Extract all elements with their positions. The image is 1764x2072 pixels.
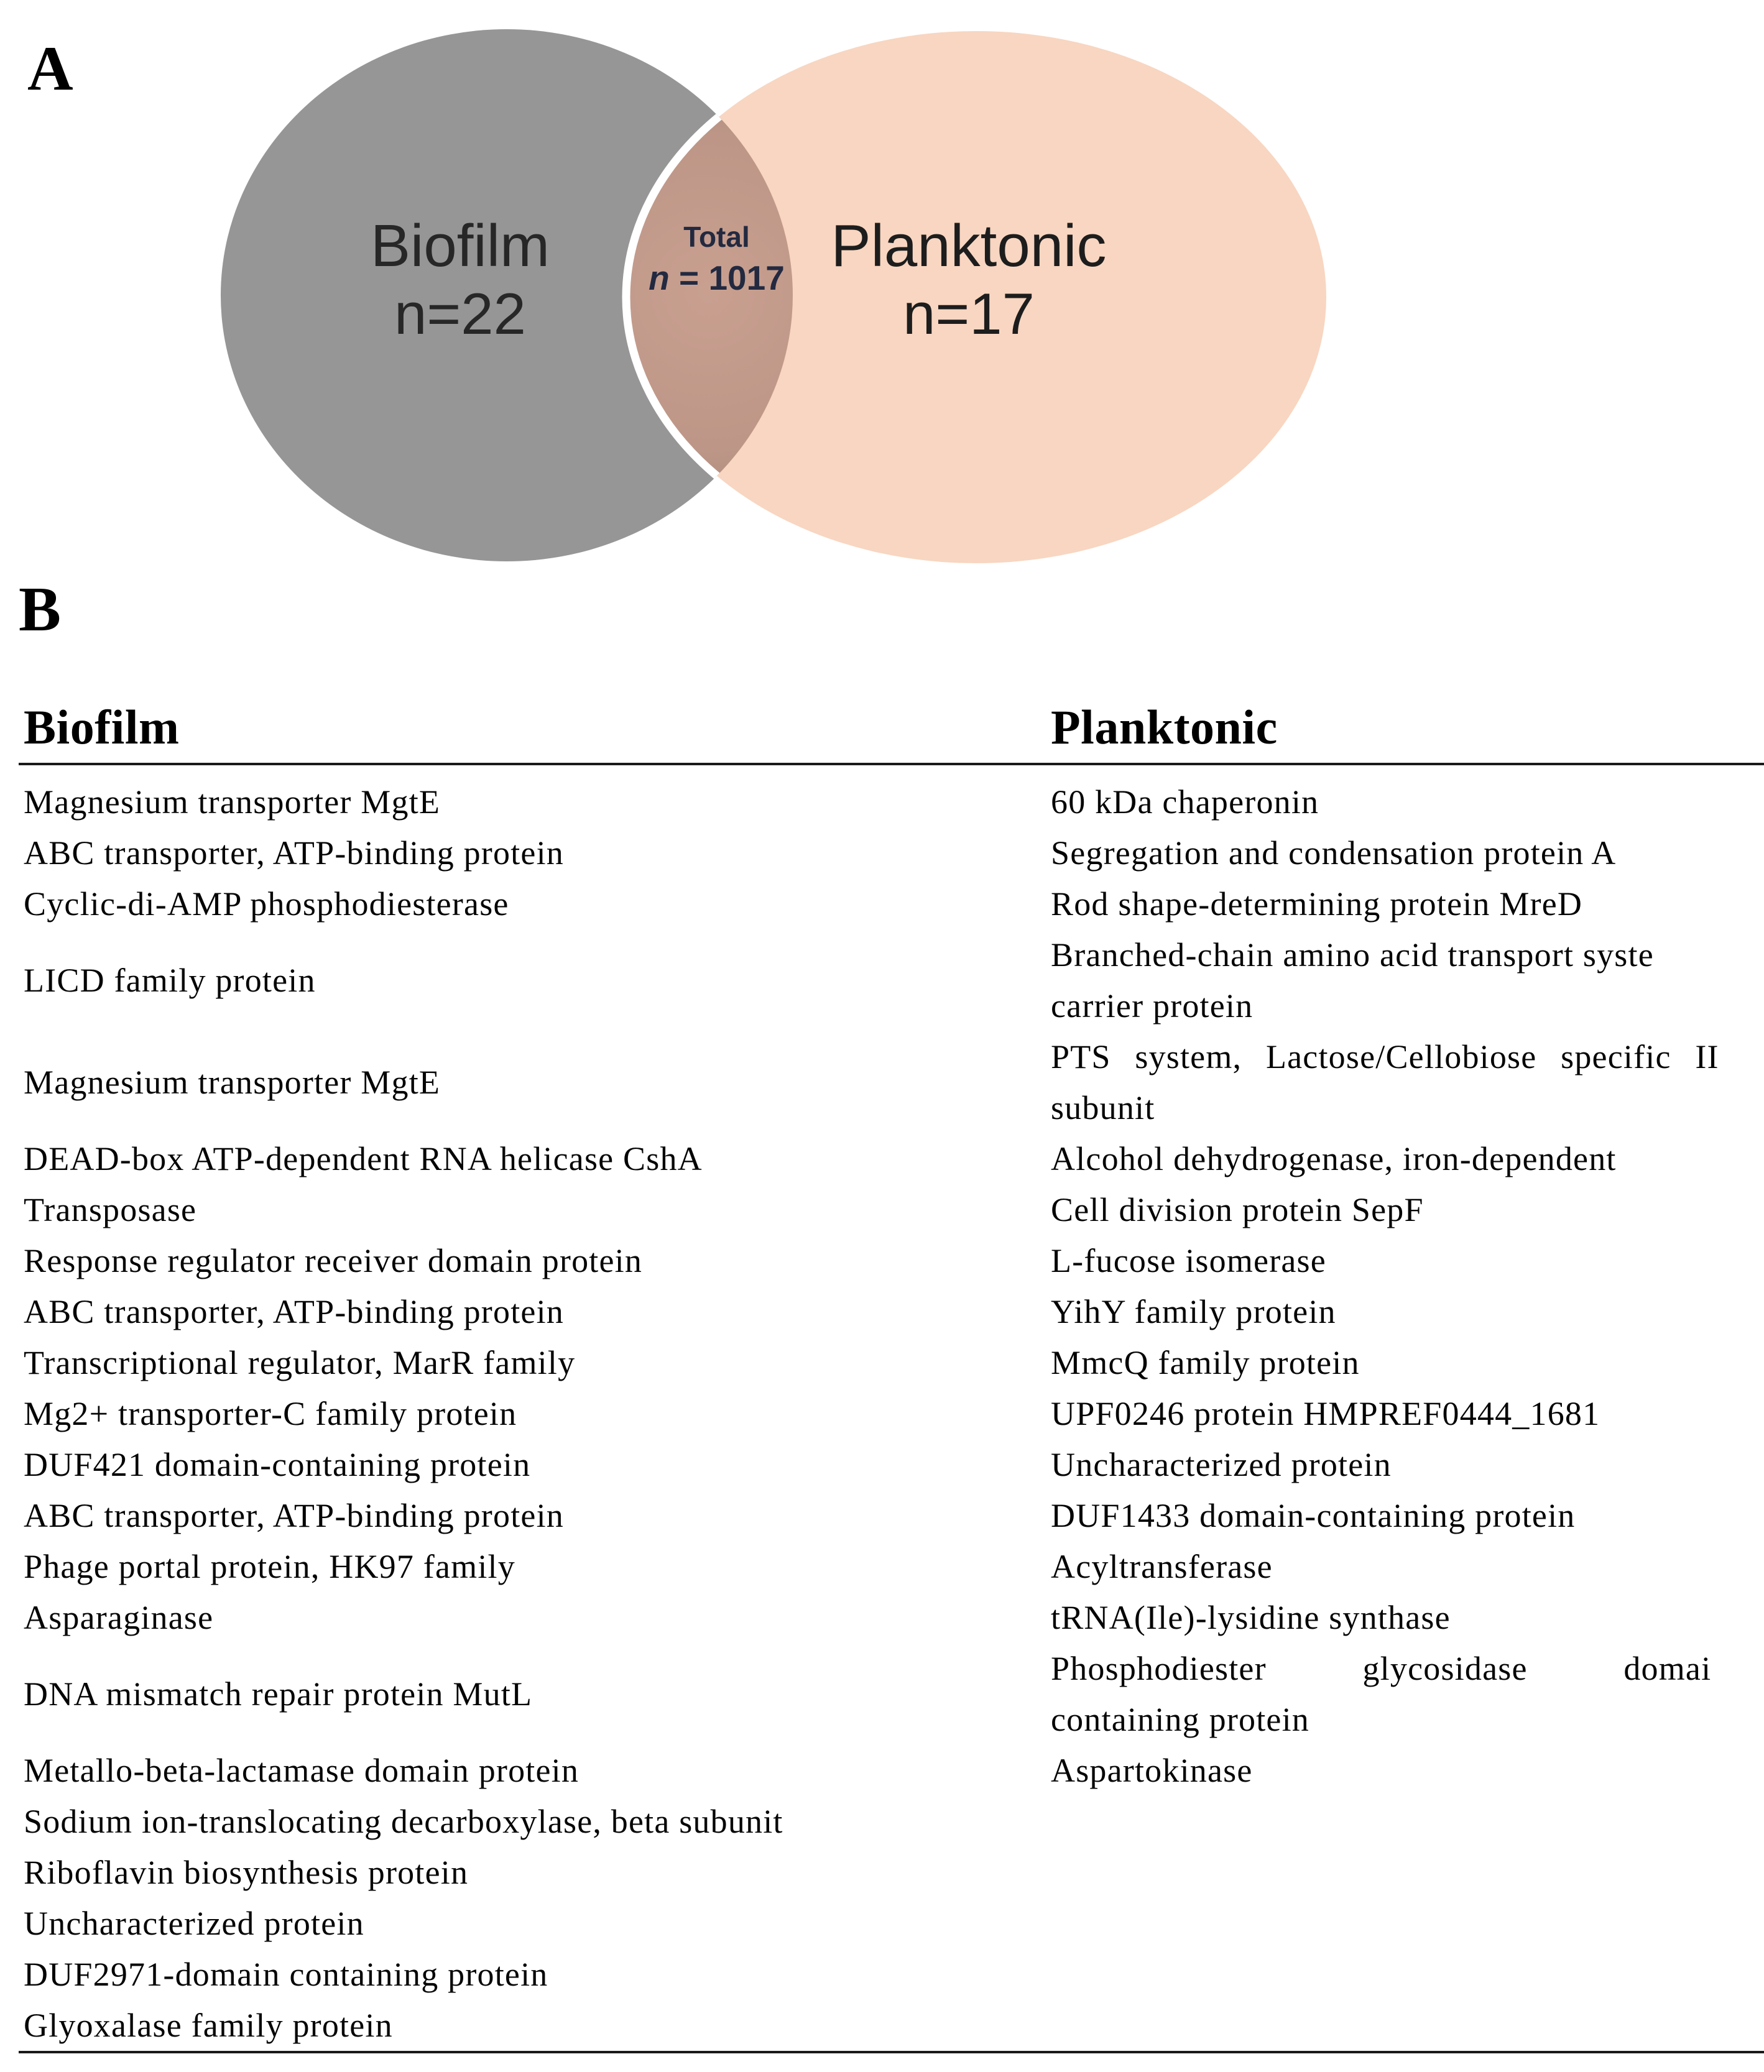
venn-overlap-labels (625, 219, 808, 301)
table-row (24, 1388, 1764, 1439)
table-cell-biofilm (24, 1388, 1051, 1439)
protein-table (19, 765, 1764, 2053)
table-cell-biofilm (24, 1286, 1051, 1337)
venn-overlap-count (625, 255, 808, 301)
protein-name: DNA mismatch repair protein MutL (24, 1675, 533, 1713)
venn-overlap-count-n: n (649, 259, 670, 297)
table-row (24, 1235, 1764, 1286)
table-row (24, 1643, 1764, 1745)
table-row (24, 1439, 1764, 1490)
venn-planktonic-count: n=17 (903, 281, 1035, 346)
table-row (24, 1490, 1764, 1541)
table-cell-biofilm (24, 1235, 1051, 1286)
table-row (24, 878, 1764, 929)
table-cell-biofilm (24, 878, 1051, 929)
protein-name: ABC transporter, ATP-binding protein (24, 1497, 564, 1534)
protein-name: Segregation and condensation protein A (1051, 834, 1617, 872)
venn-diagram (0, 0, 1368, 591)
table-cell-planktonic (1051, 1439, 1764, 1490)
table-cell-biofilm (24, 1796, 1051, 1847)
table-row (24, 1031, 1764, 1133)
protein-name: Metallo-beta-lactamase domain protein (24, 1752, 580, 1789)
table-row (24, 1133, 1764, 1184)
table-row (24, 1286, 1764, 1337)
protein-name: DUF2971-domain containing protein (24, 1956, 548, 1993)
table-cell-planktonic (1051, 1286, 1764, 1337)
table-cell-planktonic (1051, 776, 1764, 827)
protein-name: LICD family protein (24, 962, 316, 999)
protein-name: carrier protein (1051, 987, 1254, 1024)
table-cell-planktonic (1051, 827, 1764, 878)
table-row (24, 776, 1764, 827)
protein-name: Uncharacterized protein (1051, 1446, 1392, 1483)
table-cell-planktonic (1051, 1592, 1764, 1643)
venn-planktonic-labels (782, 211, 1155, 347)
table-cell-biofilm (24, 1133, 1051, 1184)
table-row (24, 1949, 1764, 2000)
protein-name: Cell division protein SepF (1051, 1191, 1424, 1228)
protein-name: containing protein (1051, 1701, 1310, 1738)
protein-name: L-fucose isomerase (1051, 1242, 1326, 1279)
protein-name: tRNA(Ile)-lysidine synthase (1051, 1599, 1451, 1636)
protein-name: Asparaginase (24, 1599, 214, 1636)
table-cell-planktonic (1051, 1490, 1764, 1541)
column-header-planktonic: Planktonic (1051, 700, 1278, 754)
protein-name: YihY family protein (1051, 1293, 1336, 1330)
venn-overlap-count-value: = 1017 (669, 259, 785, 297)
table-cell-planktonic (1051, 929, 1764, 1031)
table-header (19, 687, 1764, 765)
table-cell-planktonic (1051, 1388, 1764, 1439)
table-row (24, 1745, 1764, 1796)
column-header-biofilm: Biofilm (24, 700, 180, 754)
table-cell-biofilm (24, 955, 1051, 1006)
protein-name: Glyoxalase family protein (24, 2007, 393, 2044)
venn-biofilm-labels (274, 211, 647, 347)
protein-name: DUF421 domain-containing protein (24, 1446, 531, 1483)
table-row (24, 2000, 1764, 2051)
protein-name: Alcohol dehydrogenase, iron-dependent (1051, 1140, 1617, 1177)
table-cell-planktonic (1051, 1745, 1764, 1796)
protein-name: Transposase (24, 1191, 197, 1228)
table-cell-biofilm (24, 1337, 1051, 1388)
table-cell-planktonic (1051, 1337, 1764, 1388)
table-row (24, 1337, 1764, 1388)
protein-name: Branched-chain amino acid transport syste (1051, 936, 1654, 974)
protein-name: DEAD-box ATP-dependent RNA helicase CshA (24, 1140, 703, 1177)
protein-name: subunit (1051, 1089, 1155, 1126)
protein-name: UPF0246 protein HMPREF0444_1681 (1051, 1395, 1600, 1432)
table-cell-biofilm (24, 1949, 1051, 2000)
table-row (24, 929, 1764, 1031)
table-cell-planktonic (1051, 1235, 1764, 1286)
table-cell-biofilm (24, 1439, 1051, 1490)
protein-name: 60 kDa chaperonin (1051, 783, 1319, 821)
protein-name: Acyltransferase (1051, 1548, 1273, 1585)
protein-name: Magnesium transporter MgtE (24, 1064, 441, 1101)
protein-name: Uncharacterized protein (24, 1905, 364, 1942)
venn-biofilm-count: n=22 (394, 281, 526, 346)
table-cell-biofilm (24, 1184, 1051, 1235)
table-row (24, 1847, 1764, 1898)
panel-b-label: B (19, 574, 62, 645)
venn-overlap-title: Total (683, 221, 750, 253)
venn-planktonic-title: Planktonic (831, 213, 1107, 279)
table-cell-biofilm (24, 1541, 1051, 1592)
protein-name: MmcQ family protein (1051, 1344, 1360, 1381)
table-row (24, 1796, 1764, 1847)
protein-name: Magnesium transporter MgtE (24, 783, 441, 821)
protein-name: Response regulator receiver domain protein (24, 1242, 643, 1279)
table-cell-planktonic (1051, 1643, 1764, 1745)
protein-name: PTS system, Lactose/Cellobiose specific II (1051, 1038, 1719, 1075)
protein-name: Riboflavin biosynthesis protein (24, 1854, 469, 1891)
protein-name: ABC transporter, ATP-binding protein (24, 1293, 564, 1330)
table-cell-planktonic (1051, 1031, 1764, 1133)
table-row (24, 1541, 1764, 1592)
table-cell-planktonic (1051, 1133, 1764, 1184)
table-cell-biofilm (24, 827, 1051, 878)
protein-name: DUF1433 domain-containing protein (1051, 1497, 1576, 1534)
table-cell-biofilm (24, 1057, 1051, 1108)
table-row (24, 1898, 1764, 1949)
venn-biofilm-title: Biofilm (370, 213, 550, 279)
panel-a-label: A (27, 34, 73, 104)
table-cell-planktonic (1051, 878, 1764, 929)
protein-name: Sodium ion-translocating decarboxylase, beta subunit (24, 1803, 783, 1840)
table-cell-biofilm (24, 1898, 1051, 1949)
table-cell-planktonic (1051, 1184, 1764, 1235)
protein-name: Phage portal protein, HK97 family (24, 1548, 515, 1585)
table-row (24, 1184, 1764, 1235)
protein-name: Cyclic-di-AMP phosphodiesterase (24, 885, 509, 923)
protein-name: ABC transporter, ATP-binding protein (24, 834, 564, 872)
table-row (24, 827, 1764, 878)
protein-name: Rod shape-determining protein MreD (1051, 885, 1583, 923)
table-cell-biofilm (24, 2000, 1051, 2051)
table-cell-biofilm (24, 1669, 1051, 1720)
protein-name: Phosphodiester glycosidase domai (1051, 1650, 1712, 1687)
table-cell-planktonic (1051, 1541, 1764, 1592)
table-cell-biofilm (24, 1847, 1051, 1898)
protein-name: Transcriptional regulator, MarR family (24, 1344, 576, 1381)
table-cell-biofilm (24, 1592, 1051, 1643)
protein-name: Aspartokinase (1051, 1752, 1253, 1789)
table-cell-biofilm (24, 1490, 1051, 1541)
protein-name: Mg2+ transporter-C family protein (24, 1395, 517, 1432)
table-cell-biofilm (24, 776, 1051, 827)
table-row (24, 1592, 1764, 1643)
table-cell-biofilm (24, 1745, 1051, 1796)
